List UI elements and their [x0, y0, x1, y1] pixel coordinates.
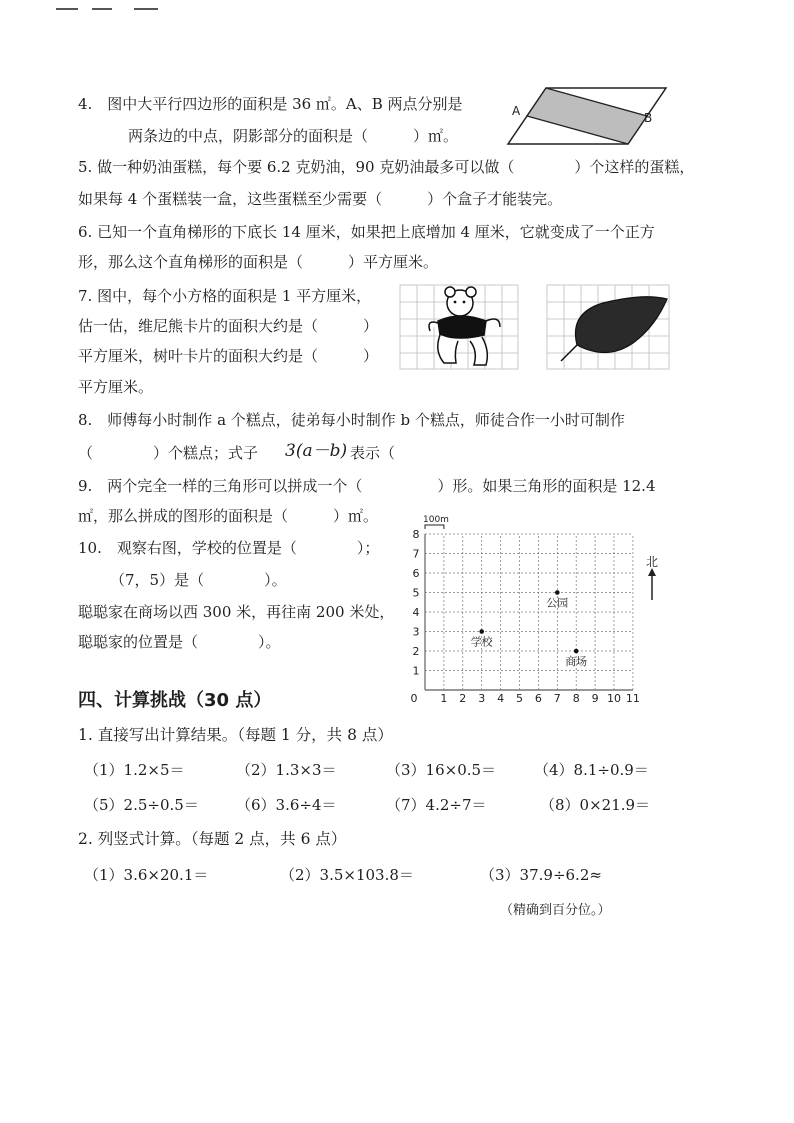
q10-line-2: （7，5）是（ ）。 — [110, 571, 287, 589]
y-tick-label: 5 — [412, 586, 420, 600]
vertical-calc-item-3: （3）37.9÷6.2≈ — [480, 866, 602, 884]
section-4-part2-heading: 2. 列竖式计算。（每题 2 点，共 6 点） — [78, 830, 347, 848]
calc-item-1: （1）1.2×5＝ — [84, 761, 185, 779]
vertical-calc-item-1: （1）3.6×20.1＝ — [84, 866, 209, 884]
section-4-title: 四、计算挑战（30 点） — [78, 690, 272, 711]
q8-formula: 3(a－b) — [285, 441, 348, 461]
bear-card-figure — [400, 285, 518, 369]
q5-line-1: 5. 做一种奶油蛋糕，每个要 6.2 克奶油，90 克奶油最多可以做（ ）个这样的蛋糕， — [78, 158, 695, 176]
q9-line-2: ㎡，那么拼成的图形的面积是（ ）㎡。 — [78, 507, 379, 525]
y-tick-label: 8 — [412, 528, 420, 541]
place-label: 学校 — [470, 635, 493, 649]
q7-line-4: 平方厘米。 — [78, 378, 154, 396]
section-4-part1-heading: 1. 直接写出计算结果。（每题 1 分，共 8 点） — [78, 726, 393, 744]
x-tick-label: 6 — [534, 692, 542, 705]
calc-item-5: （5）2.5÷0.5＝ — [84, 796, 199, 814]
calc-item-4: （4）8.1÷0.9＝ — [534, 761, 649, 779]
y-tick-label: 6 — [412, 567, 420, 580]
q8-line-1: 8. 师傅每小时制作 a 个糕点，徒弟每小时制作 b 个糕点，师徒合作一小时可制作 — [78, 411, 625, 429]
leaf-card-figure — [547, 285, 669, 369]
x-tick-label: 1 — [440, 692, 448, 705]
point-a-label: A — [512, 104, 521, 118]
y-tick-label: 2 — [412, 645, 420, 658]
q8-line-2a: （ ）个糕点；式子 — [78, 444, 259, 462]
place-point — [479, 629, 484, 634]
x-tick-label: 3 — [478, 692, 486, 705]
q7-line-3: 平方厘米，树叶卡片的面积大约是（ ） — [78, 347, 379, 365]
calc-item-2: （2）1.3×3＝ — [236, 761, 337, 779]
y-tick-label: 1 — [412, 664, 420, 678]
q7-line-1: 7. 图中，每个小方格的面积是 1 平方厘米， — [78, 287, 372, 305]
parallelogram-figure — [508, 80, 678, 152]
x-tick-label: 9 — [591, 692, 599, 705]
q6-line-1: 6. 已知一个直角梯形的下底长 14 厘米，如果把上底增加 4 厘米，它就变成了一个正方 — [78, 223, 655, 241]
q10-line-3: 聪聪家在商场以西 300 米，再往南 200 米处， — [78, 603, 395, 621]
place-label: 公园 — [546, 596, 569, 610]
calc-item-6: （6）3.6÷4＝ — [236, 796, 337, 814]
north-label: 北 — [645, 555, 659, 569]
x-tick-label: 2 — [459, 692, 467, 705]
calc-item-3: （3）16×0.5＝ — [386, 761, 497, 779]
place-point — [555, 590, 560, 595]
place-point — [574, 649, 579, 654]
x-tick-label: 8 — [572, 692, 580, 705]
north-arrow-head — [648, 568, 656, 576]
place-label: 商场 — [565, 655, 588, 668]
x-tick-label: 4 — [497, 692, 505, 705]
y-tick-label: 7 — [412, 547, 420, 561]
vertical-calc-item-2: （2）3.5×103.8＝ — [280, 866, 414, 884]
scan-mark-1 — [56, 8, 78, 10]
x-tick-label: 7 — [553, 692, 561, 705]
q4-line-1: 4. 图中大平行四边形的面积是 36 ㎡。A、B 两点分别是 — [78, 95, 463, 113]
q8-line-2b: 表示（ — [350, 444, 396, 462]
y-tick-label: 4 — [412, 606, 420, 619]
scan-mark-3 — [134, 8, 158, 10]
calc-item-8: （8）0×21.9＝ — [540, 796, 651, 814]
x-tick-label: 10 — [607, 692, 621, 705]
q5-line-2: 如果每 4 个蛋糕装一盒，这些蛋糕至少需要（ ）个盒子才能装完。 — [78, 190, 563, 208]
q6-line-2: 形，那么这个直角梯形的面积是（ ）平方厘米。 — [78, 253, 439, 271]
q7-line-2: 估一估，维尼熊卡片的面积大约是（ ） — [78, 317, 379, 335]
point-b-label: B — [644, 111, 653, 125]
coordinate-grid — [400, 500, 670, 705]
x-tick-label: 5 — [516, 692, 523, 705]
q9-line-1: 9. 两个完全一样的三角形可以拼成一个（ ）形。如果三角形的面积是 12.4 — [78, 477, 656, 495]
x-tick-label: 11 — [625, 692, 640, 705]
q10-line-1: 10. 观察右图，学校的位置是（ ）； — [78, 539, 380, 557]
x-tick-label: 0 — [410, 692, 418, 705]
scale-label: 100m — [423, 515, 449, 525]
shaded-region — [527, 88, 647, 144]
q4-line-2: 两条边的中点，阴影部分的面积是（ ）㎡。 — [128, 127, 459, 145]
y-tick-label: 3 — [412, 625, 420, 639]
leaf-icon — [575, 297, 667, 353]
q10-line-4: 聪聪家的位置是（ ）。 — [78, 633, 281, 651]
precision-note: （精确到百分位。） — [500, 903, 611, 918]
scan-mark-2 — [92, 8, 112, 10]
calc-item-7: （7）4.2÷7＝ — [386, 796, 487, 814]
scale-bar — [425, 525, 444, 529]
